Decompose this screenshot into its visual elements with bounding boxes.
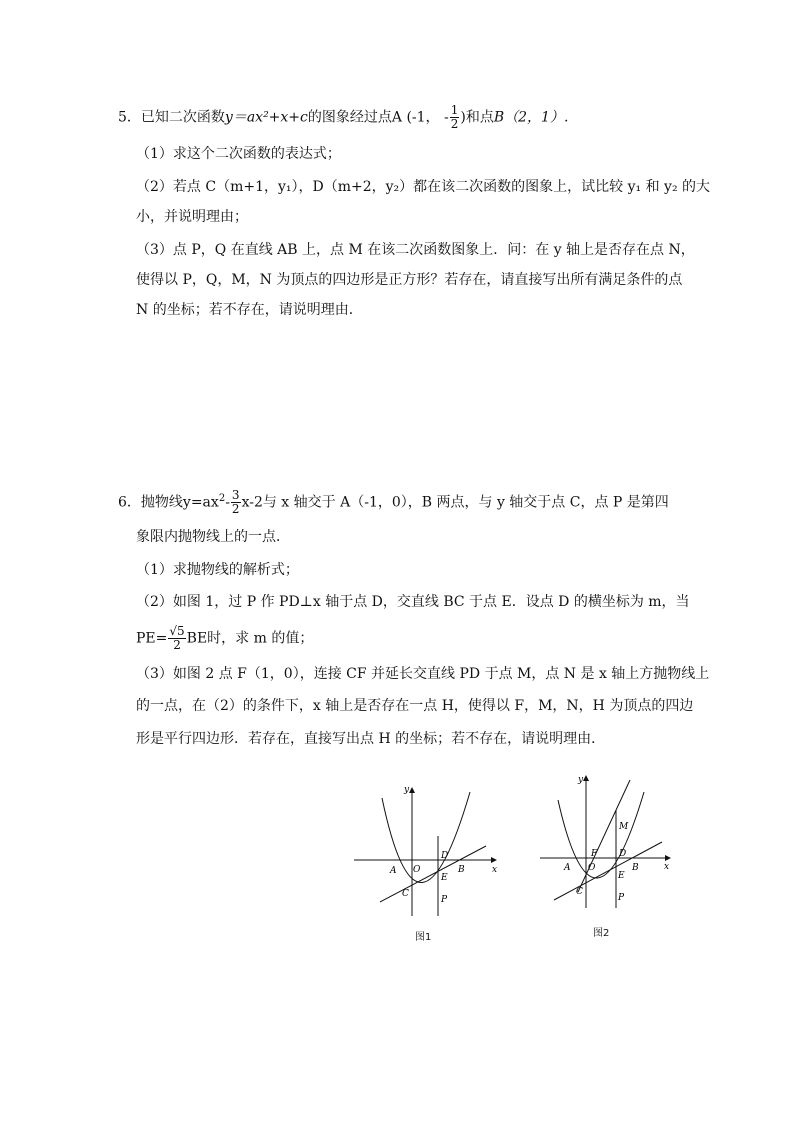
fig1-label-d: D <box>441 851 449 861</box>
fig2-label-p: P <box>618 893 625 903</box>
figure-2 <box>538 770 678 912</box>
fig2-label-b: B <box>632 863 639 873</box>
fig1-label-e: E <box>441 873 448 883</box>
fig1-label-x: x <box>492 865 498 875</box>
q5-frac-num: 1 <box>450 103 459 117</box>
q5-stem-b: 的图象经过点 <box>307 109 392 126</box>
q6-sqrt-fraction <box>168 625 185 652</box>
fig2-label-d: D <box>619 849 627 859</box>
q6-part1: （1）求抛物线的解析式； <box>136 562 299 578</box>
q5-part2-line1: （2）若点 C（m+1，y₁），D（m+2，y₂）都在该二次函数的图象上，试比较 y₁ 和 y₂ 的大 <box>136 179 711 195</box>
q5-part3-line2: 使得以 P，Q，M，N 为顶点的四边形是正方形？若存在，请直接写出所有满足条件的点 <box>136 272 683 288</box>
q6-pe: PE= <box>136 630 168 647</box>
q5-stem-a: 已知二次函数 <box>140 109 225 126</box>
q6-fraction <box>231 489 241 516</box>
figure-1 <box>350 780 510 920</box>
q6-stem-b: 与 x 轴交于 A（-1，0），B 两点，与 y 轴交于点 C，点 P 是第四 <box>262 494 669 511</box>
q6-line2: 象限内抛物线上的一点． <box>136 529 290 545</box>
q6-eq-b: x-2 <box>241 494 263 511</box>
fig2-label-e: E <box>618 871 625 881</box>
q6-sqrt5: √5 <box>169 624 185 638</box>
q6-part3-line2: 的一点，在（2）的条件下，x 轴上是否存在一点 H，使得以 F，M，N，H 为顶点的四边 <box>136 698 694 714</box>
q5-equation: y＝ax²+x+c <box>224 109 308 126</box>
fig2-label-o: O <box>588 863 596 873</box>
q5-point-b: B（2，1）. <box>493 109 569 126</box>
q5-part3-line3: N 的坐标；若不存在，请说明理由． <box>136 302 363 318</box>
q6-part2-line1: （2）如图 1，过 P 作 PD⊥x 轴于点 D，交直线 BC 于点 E．设点 D 的横坐标为 m，当 <box>136 594 690 610</box>
q6-frac-den: 2 <box>231 502 240 517</box>
q6-eq-a: y=ax <box>182 494 219 511</box>
q6-sqrt-den: 2 <box>173 638 181 652</box>
q5-fraction <box>450 104 460 131</box>
fig1-label-y: y <box>404 785 410 795</box>
q5-part3-line1: （3）点 P，Q 在直线 AB 上，点 M 在该二次函数图象上．问：在 y 轴上是否存在点 N， <box>136 242 695 258</box>
q5-part1: （1）求这个二次函数的表达式； <box>136 146 341 162</box>
q6-be: BE时，求 m 的值； <box>186 630 314 647</box>
fig1-label-c: C <box>402 889 409 899</box>
fig2-label-c: C <box>576 887 583 897</box>
figure-2-caption: 图2 <box>593 928 610 939</box>
fig1-label-p: P <box>441 895 448 905</box>
q5-number: 5． <box>118 109 141 126</box>
fig2-label-x: x <box>664 862 670 872</box>
q6-eq-minus: - <box>225 494 230 511</box>
q6-stem-a: 抛物线 <box>140 494 183 511</box>
q5-minus: - <box>444 109 449 126</box>
fig1-label-a: A <box>390 866 397 876</box>
fig2-label-m: M <box>619 822 629 832</box>
fig2-label-f: F <box>591 849 598 859</box>
q5-part2-line2: 小，并说明理由； <box>136 209 248 225</box>
q5-frac-den: 2 <box>450 117 459 131</box>
q6-stem <box>118 489 669 516</box>
fig1-label-o: O <box>413 865 421 875</box>
q6-frac-num: 3 <box>231 488 240 503</box>
q6-number: 6． <box>118 494 141 511</box>
q6-part3-line1: （3）如图 2 点 F（1，0），连接 CF 并延长交直线 PD 于点 M，点 N 是 x 轴上方抛物线上 <box>136 666 710 682</box>
fig1-label-b: B <box>458 865 465 875</box>
q6-part3-line3: 形是平行四边形．若存在，直接写出点 H 的坐标；若不存在，请说明理由． <box>136 731 606 747</box>
fig2-label-y: y <box>578 775 584 785</box>
fig2-label-a: A <box>564 863 571 873</box>
q5-point-a: A (-1， <box>391 109 440 126</box>
q6-part2-line2 <box>136 625 313 652</box>
q5-point-a-post: )和点 <box>460 109 494 126</box>
q5-stem <box>118 104 568 131</box>
q6-eq-sup: 2 <box>218 493 226 504</box>
figure-1-caption: 图1 <box>415 932 432 943</box>
